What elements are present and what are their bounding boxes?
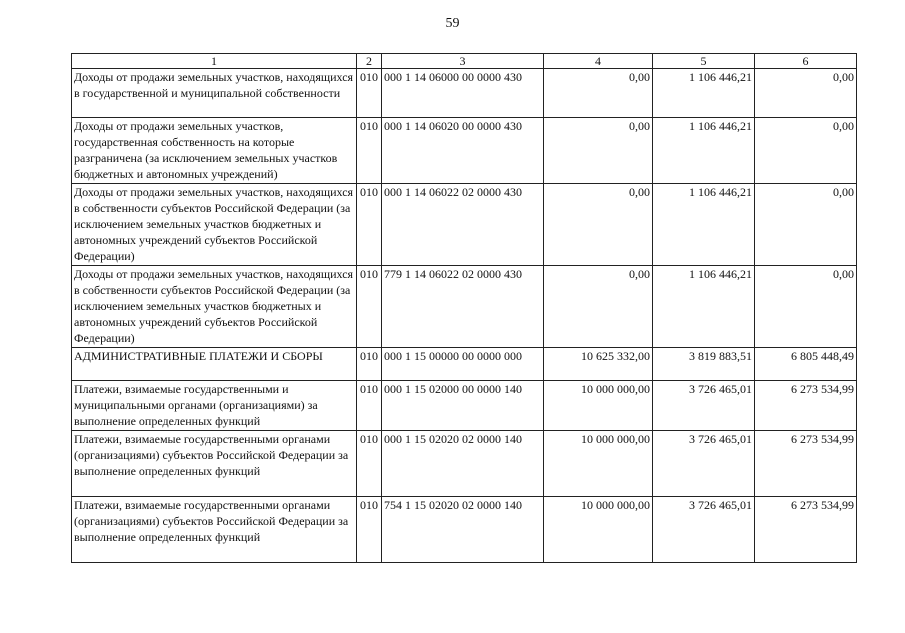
row-admin-cell: 010 [357, 497, 382, 563]
row-admin-cell: 010 [357, 184, 382, 266]
header-col-1: 1 [72, 54, 357, 69]
table-row [72, 118, 857, 184]
row-code-cell: 000 1 14 06020 00 0000 430 [382, 118, 544, 184]
header-col-4: 4 [544, 54, 653, 69]
row-name-cell: Платежи, взимаемые государственными органами (организациями) субъектов Российской Федерации за выполнение определенных функций [72, 431, 357, 497]
row-col5-cell: 3 819 883,51 [653, 348, 755, 381]
table-row [72, 184, 857, 266]
row-name-cell: АДМИНИСТРАТИВНЫЕ ПЛАТЕЖИ И СБОРЫ [72, 348, 357, 381]
row-code-cell: 000 1 15 02000 00 0000 140 [382, 381, 544, 431]
row-col6-cell: 6 805 448,49 [755, 348, 857, 381]
row-code-cell: 000 1 14 06022 02 0000 430 [382, 184, 544, 266]
row-name-cell: Платежи, взимаемые государственными и муниципальными органами (организациями) за выполнение определенных функций [72, 381, 357, 431]
row-col4-cell: 0,00 [544, 118, 653, 184]
row-col6-cell: 6 273 534,99 [755, 497, 857, 563]
table-row [72, 266, 857, 348]
row-name-cell: Доходы от продажи земельных участков, находящихся в собственности субъектов Российской Федерации (за исключением земельных участков бюджетных и автономных учреждений субъектов Российской Федерации) [72, 184, 357, 266]
row-code-cell: 000 1 15 00000 00 0000 000 [382, 348, 544, 381]
table-row [72, 497, 857, 563]
row-code-cell: 000 1 14 06000 00 0000 430 [382, 69, 544, 118]
header-col-6: 6 [755, 54, 857, 69]
header-col-5: 5 [653, 54, 755, 69]
row-col4-cell: 10 000 000,00 [544, 497, 653, 563]
row-col6-cell: 6 273 534,99 [755, 431, 857, 497]
header-col-3: 3 [382, 54, 544, 69]
row-col5-cell: 3 726 465,01 [653, 381, 755, 431]
row-admin-cell: 010 [357, 431, 382, 497]
row-name-cell: Доходы от продажи земельных участков, государственная собственность на которые разграничена (за исключением земельных участков бюджетных и автономных учреждений) [72, 118, 357, 184]
row-col6-cell: 0,00 [755, 69, 857, 118]
row-col5-cell: 1 106 446,21 [653, 184, 755, 266]
row-col6-cell: 0,00 [755, 118, 857, 184]
row-col5-cell: 1 106 446,21 [653, 266, 755, 348]
row-name-cell: Платежи, взимаемые государственными органами (организациями) субъектов Российской Федерации за выполнение определенных функций [72, 497, 357, 563]
row-col6-cell: 0,00 [755, 266, 857, 348]
row-code-cell: 000 1 15 02020 02 0000 140 [382, 431, 544, 497]
table-row [72, 69, 857, 118]
row-col6-cell: 6 273 534,99 [755, 381, 857, 431]
table-row [72, 381, 857, 431]
row-col4-cell: 10 625 332,00 [544, 348, 653, 381]
row-name-cell: Доходы от продажи земельных участков, находящихся в собственности субъектов Российской Федерации (за исключением земельных участков бюджетных и автономных учреждений субъектов Российской Федерации) [72, 266, 357, 348]
row-col5-cell: 1 106 446,21 [653, 69, 755, 118]
table-header-row [72, 54, 857, 69]
row-col6-cell: 0,00 [755, 184, 857, 266]
table-row [72, 431, 857, 497]
row-col5-cell: 3 726 465,01 [653, 431, 755, 497]
row-admin-cell: 010 [357, 348, 382, 381]
row-col4-cell: 0,00 [544, 184, 653, 266]
page-number: 59 [445, 16, 460, 31]
row-col5-cell: 3 726 465,01 [653, 497, 755, 563]
row-admin-cell: 010 [357, 69, 382, 118]
row-admin-cell: 010 [357, 118, 382, 184]
row-col4-cell: 0,00 [544, 266, 653, 348]
row-col5-cell: 1 106 446,21 [653, 118, 755, 184]
table-row [72, 348, 857, 381]
row-admin-cell: 010 [357, 266, 382, 348]
row-col4-cell: 0,00 [544, 69, 653, 118]
budget-table [71, 53, 857, 563]
row-admin-cell: 010 [357, 381, 382, 431]
row-code-cell: 779 1 14 06022 02 0000 430 [382, 266, 544, 348]
row-col4-cell: 10 000 000,00 [544, 431, 653, 497]
row-code-cell: 754 1 15 02020 02 0000 140 [382, 497, 544, 563]
header-col-2: 2 [357, 54, 382, 69]
row-col4-cell: 10 000 000,00 [544, 381, 653, 431]
row-name-cell: Доходы от продажи земельных участков, находящихся в государственной и муниципальной собственности [72, 69, 357, 118]
